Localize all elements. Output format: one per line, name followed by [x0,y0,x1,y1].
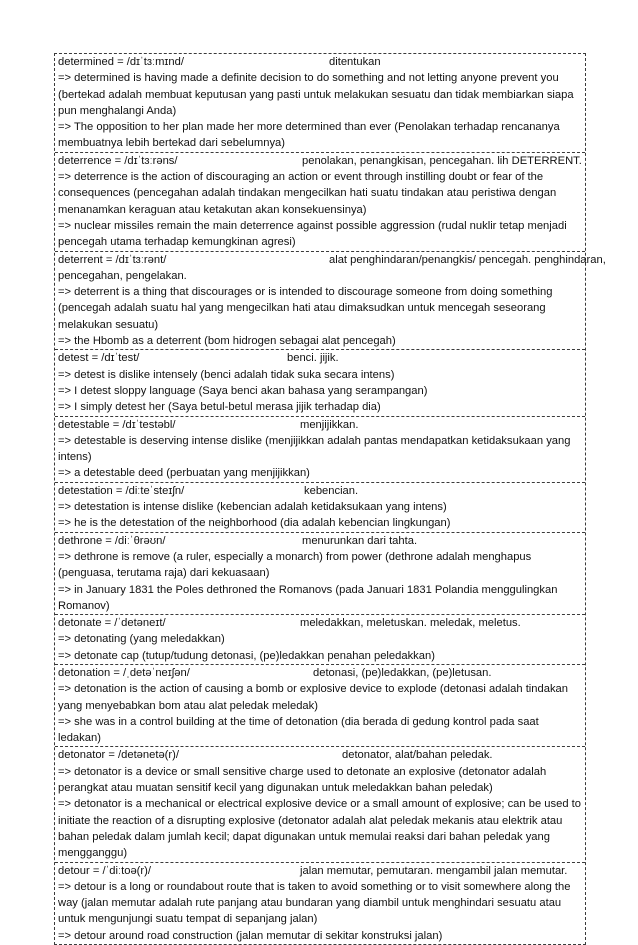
entry-gloss: menjijikkan. [300,418,359,431]
entry-gloss: jalan memutar, pemutaran. mengambil jalan memutar. [300,864,568,877]
entry-detestable [55,416,585,482]
entry-example: => detour around road construction (jalan memutar di sekitar konstruksi jalan) [58,929,443,942]
entry-term: detonation = /ˌdetəˈneɪʃən/ [58,666,190,679]
entry-header [58,54,582,70]
entry-gloss: menurunkan dari tahta. [302,534,418,547]
entry-example: => I simply detest her (Saya betul-betul merasa jijik terhadap dia) [58,401,381,414]
entry-example: => The opposition to her plan made her more determined than ever (Penolakan terhadap rencananya membuatnya lebih bertekad dari sebelumnya) [58,121,560,150]
entry-example: => the Hbomb as a deterrent (bom hidrogen sebagai alat pencegah) [58,335,396,348]
entry-example: => a detestable deed (perbuatan yang menjijikkan) [58,467,310,480]
dictionary-table [54,53,606,945]
entry-gloss-continued: pencegahan, pengelakan. [58,269,187,282]
entry-header [58,615,582,631]
entry-definition: => detonator is a mechanical or electrical explosive device or a small amount of explosive; can be used to initiate the reaction of a disrupting explosive (detonator adalah alat peledak mekanis atau elektrik atau bahan peledak dalam jumlah kecil; dapat digunakan untuk memulai reaksi dari bahan peledak yang mengganggu) [58,798,581,860]
entry-definition: => deterrence is the action of discouraging an action or event through instilling doubt or fear of the consequences (pencegahan adalah tindakan mengecilkan hati suatu tindakan atau peristiwa dengan menanamkan keraguan atau ketakutan akan konsekuensinya) [58,171,557,216]
entry-gloss: detonasi, (pe)ledakkan, (pe)letusan. [313,666,492,679]
entry-term: detest = /dɪˈtest/ [58,352,140,365]
entry-header [58,665,582,681]
entry-definition: => detest is dislike intensely (benci adalah tidak suka secara intens) [58,368,395,381]
entry-term: detour = /ˈdiːtoə(r)/ [58,864,151,877]
entry-definition: => deterrent is a thing that discourages or is intended to discourage someone from doing something (pencegah adalah suatu hal yang mengecilkan hati atau dimaksudkan untuk mencegah seseorang melakukan sesuatu) [58,286,553,331]
entry-term: detestable = /dɪˈtestəbl/ [58,418,176,431]
entry-header [58,863,582,879]
entry-definition: => detour is a long or roundabout route that is taken to avoid something or to visit somewhere along the way (jalan memutar adalah rute panjang atau bundaran yang diambil untuk menghindari sesuatu atau untuk mengunjungi suatu tempat di sepanjang jalan) [58,880,571,926]
entry-example: => he is the detestation of the neighborhood (dia adalah kebencian lingkungan) [58,517,451,530]
entry-term: dethrone = /diːˈθrəʊn/ [58,534,166,547]
entry-detonate [55,614,585,664]
entry-definition: => detestation is intense dislike (kebencian adalah ketidaksukaan yang intens) [58,501,447,514]
entry-header [58,747,582,763]
entry-term: detonate = /ˈdetəneɪt/ [58,617,166,630]
entry-term: deterrent = /dɪˈtɜːrənt/ [58,253,167,266]
entry-header [58,533,582,549]
entry-deterrent [55,251,606,350]
entry-definition: => determined is having made a definite decision to do something and not letting anyone prevent you (bertekad adalah membuat keputusan yang pasti untuk melakukan sesuatu dan tidak membiarkan siapa pun menghalangi Anda) [58,72,574,117]
entry-gloss: benci. jijik. [287,352,339,365]
entry-term: determined = /dɪˈtɜːmɪnd/ [58,56,184,68]
entry-definition: => dethrone is remove (a ruler, especially a monarch) from power (dethrone adalah menghapus (penguasa, terutama raja) dari kekuasaan) [58,550,532,580]
entry-term: deterrence = /dɪˈtɜːrəns/ [58,154,178,167]
entry-deterrence [55,152,585,251]
entry-term: detonator = /detənetə(r)/ [58,749,179,762]
entry-definition: => detonation is the action of causing a bomb or explosive device to explode (detonasi adalah tindakan yang menyebabkan bom atau alat peledak meledak) [58,683,568,712]
entry-example: => I detest sloppy language (Saya benci akan bahasa yang serampangan) [58,384,428,397]
entry-example: => nuclear missiles remain the main deterrence against possible aggression (rudal nuklir tetap menjadi pencegah utama terhadap kemungkinan agresi) [58,219,567,249]
entry-header [58,483,582,499]
entry-example: => in January 1831 the Poles dethroned the Romanovs (pada Januari 1831 Polandia menggulingkan Romanov) [58,583,558,612]
entry-dethrone [55,532,585,614]
entry-example: => detonating (yang meledakkan) [58,633,225,646]
entry-detonation [55,664,585,746]
entry-term: detestation = /diːteˈsteɪʃn/ [58,484,185,497]
entry-detest [55,349,585,415]
entry-example: => she was in a control building at the time of detonation (dia berada di gedung kontrol pada saat ledakan) [58,715,539,745]
entry-gloss: ditentukan [329,56,381,68]
entry-header [58,252,606,268]
entry-gloss: meledakkan, meletuskan. meledak, meletus. [300,617,521,630]
entry-detestation [55,482,585,532]
entry-determined [55,54,585,152]
entry-gloss: detonator, alat/bahan peledak. [342,749,493,762]
entry-header [58,153,582,169]
entry-header [58,417,582,433]
entry-example: => detonate cap (tutup/tudung detonasi, (pe)ledakkan penahan peledakkan) [58,649,435,662]
entry-definition: => detestable is deserving intense dislike (menjijikkan adalah pantas mendapatkan ketidaksukaan yang intens) [58,434,571,464]
entry-gloss: alat penghindaran/penangkis/ pencegah. penghindaran, [329,253,606,266]
entry-gloss: penolakan, penangkisan, pencegahan. lih DETERRENT. [302,154,582,167]
entry-header [58,350,582,366]
entry-definition: => detonator is a device or small sensitive charge used to detonate an explosive (detonator adalah perangkat atau muatan sensitif kecil yang digunakan untuk meledakkan bahan peledak) [58,765,547,795]
entry-detonator [55,746,585,861]
entry-gloss: kebencian. [304,484,359,497]
